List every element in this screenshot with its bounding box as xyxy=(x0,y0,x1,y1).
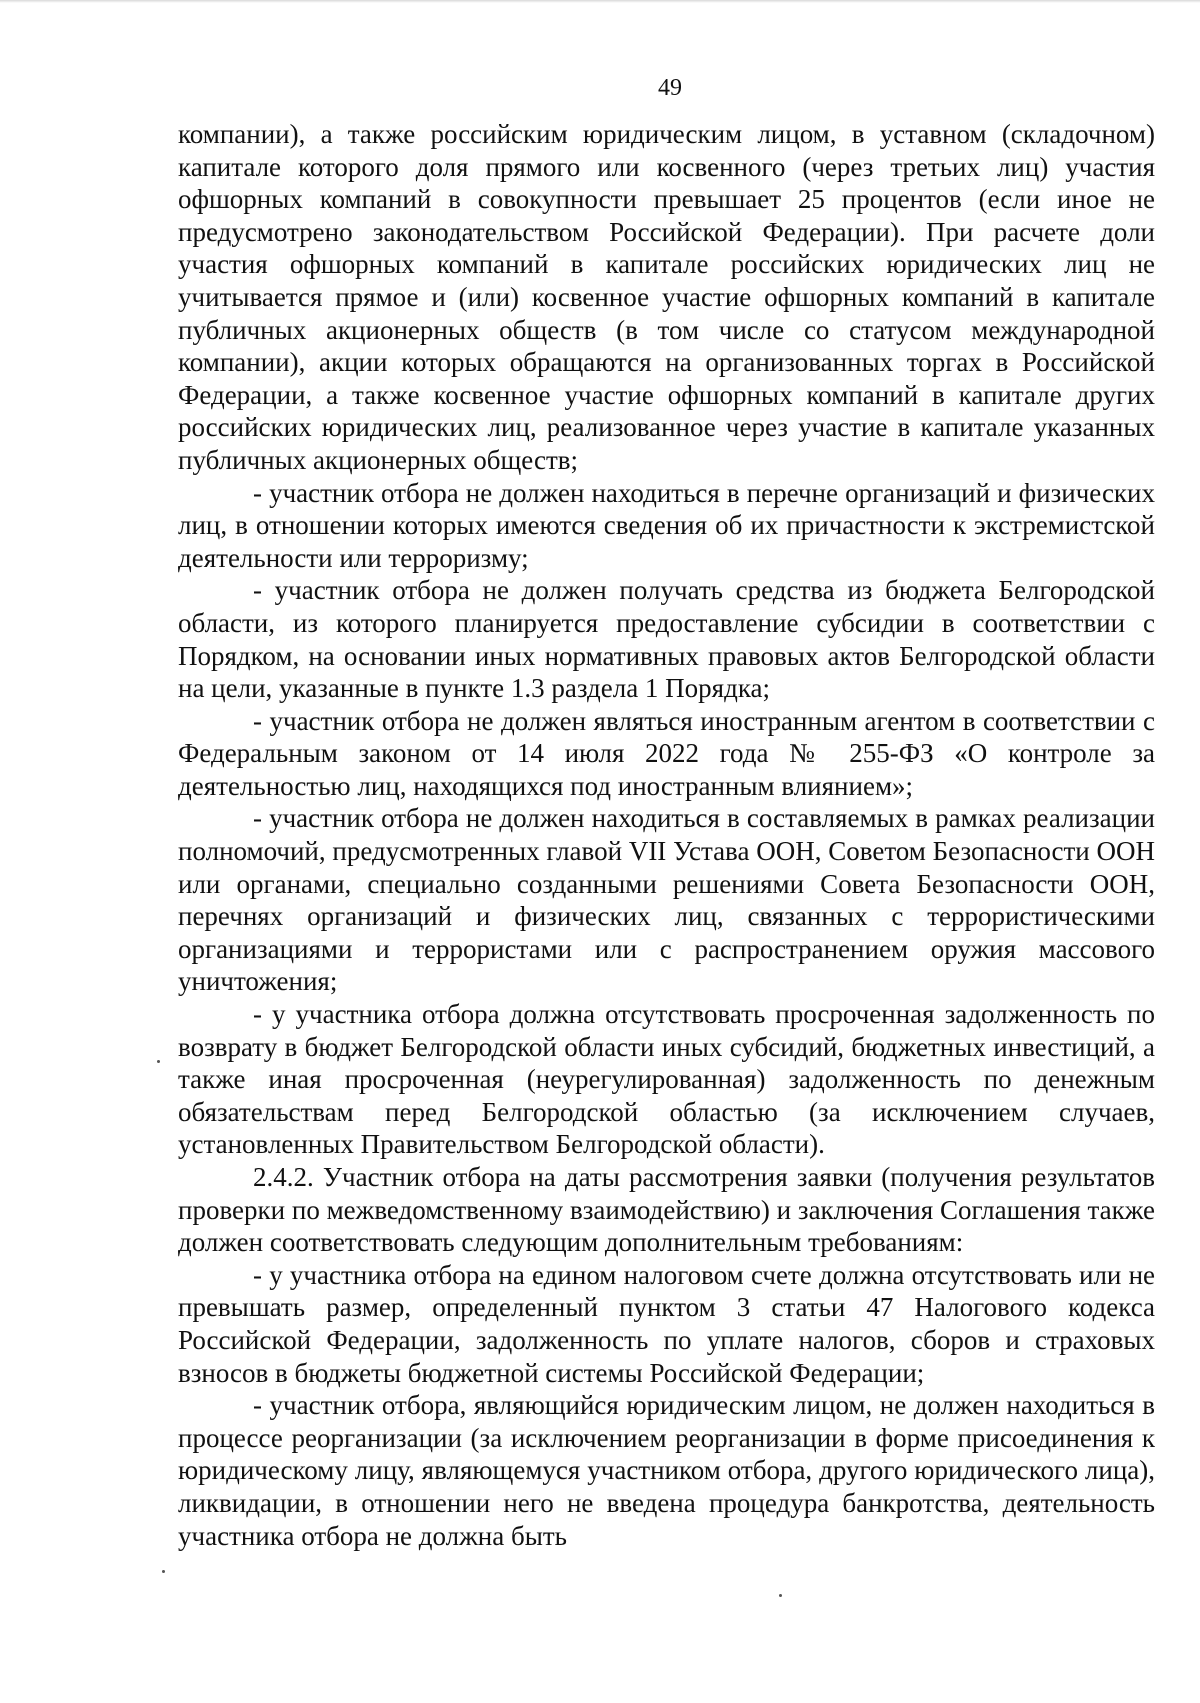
paragraph-offshore-participation: компании), а также российским юридическим лицом, в уставном (складочном) капитале которого доля прямого или косвенного (через третьих лиц) участия офшорных компаний в совокупности превышает 25 процентов (если иное не предусмотрено законодательством Российской Федерации). При расчете доли участия офшорных компаний в капитале российских юридических лиц не учитывается прямое и (или) косвенное участие офшорных компаний в капитале публичных акционерных обществ (в том числе со статусом международной компании), акции которых обращаются на организованных торгах в Российской Федерации, а также косвенное участие офшорных компаний в капитале других российских юридических лиц, реализованное через участие в капитале указанных публичных акционерных обществ; xyxy=(178,119,1155,475)
page-number: 49 xyxy=(658,75,682,101)
paragraph-foreign-agent: - участник отбора не должен являться иностранным агентом в соответствии с Федеральным законом от 14 июля 2022 года № 255-ФЗ «О контроле за деятельностью лиц, находящихся под иностранным влиянием»; xyxy=(178,705,1155,801)
document-body xyxy=(178,118,1155,1552)
paragraph-extremism-list: - участник отбора не должен находиться в перечне организаций и физических лиц, в отношении которых имеются сведения об их причастности к экстремистской деятельности или терроризму; xyxy=(178,477,1155,573)
scan-edge xyxy=(0,0,1200,3)
scan-speck xyxy=(779,1594,782,1597)
paragraph-section-2-4-2: 2.4.2. Участник отбора на даты рассмотрения заявки (получения результатов проверки по межведомственному взаимодействию) и заключения Соглашения также должен соответствовать следующим дополнительным требованиям: xyxy=(178,1162,1155,1258)
scan-speck xyxy=(162,1570,165,1573)
scan-speck xyxy=(157,1060,160,1063)
paragraph-budget-funds: - участник отбора не должен получать средства из бюджета Белгородской области, из которого планируется предоставление субсидии в соответствии с Порядком, на основании иных нормативных правовых актов Белгородской области на цели, указанные в пункте 1.3 раздела 1 Порядка; xyxy=(178,575,1155,704)
paragraph-overdue-debt: - у участника отбора должна отсутствовать просроченная задолженность по возврату в бюджет Белгородской области иных субсидий, бюджетных инвестиций, а также иная просроченная (неурегулированная) задолженность по денежным обязательствам перед Белгородской областью (за исключением случаев, установленных Правительством Белгородской области). xyxy=(178,999,1155,1160)
paragraph-reorganization: - участник отбора, являющийся юридическим лицом, не должен находиться в процессе реорганизации (за исключением реорганизации в форме присоединения к юридическому лицу, являющемуся участником отбора, другого юридического лица), ликвидации, в отношении него не введена процедура банкротства, деятельность участника отбора не должна быть xyxy=(178,1390,1155,1551)
paragraph-un-sanctions: - участник отбора не должен находиться в составляемых в рамках реализации полномочий, предусмотренных главой VII Устава ООН, Советом Безопасности ООН или органами, специально созданными решениями Совета Безопасности ООН, перечнях организаций и физических лиц, связанных с террористическими организациями и террористами или с распространением оружия массового уничтожения; xyxy=(178,803,1155,997)
paragraph-tax-debt: - у участника отбора на едином налоговом счете должна отсутствовать или не превышать размер, определенный пунктом 3 статьи 47 Налогового кодекса Российской Федерации, задолженность по уплате налогов, сборов и страховых взносов в бюджеты бюджетной системы Российской Федерации; xyxy=(178,1259,1155,1388)
